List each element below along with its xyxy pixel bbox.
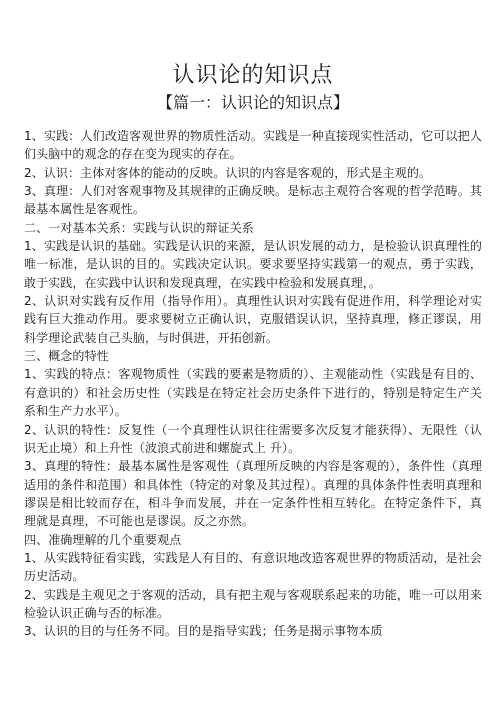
paragraph: 1、实践：人们改造客观世界的物质性活动。实践是一种直接现实性活动，它可以把人们头脑中的观念的存在变为现实的存在。 (24, 129, 482, 162)
document-subtitle: 【篇一：认识论的知识点】 (156, 93, 349, 112)
section-heading: 二、一对基本关系：实践与认识的辩证关系 (24, 220, 254, 235)
paragraph: 1、实践是认识的基础。实践是认识的来源，是认识发展的动力，是检验认识真理性的唯一标准，是认识的目的。实践决定认识。要求要坚持实践第一的观点，勇于实践，敢于实践，在实践中认识和发现真理，在实践中检验和发展真理，。 (24, 239, 482, 290)
paragraph: 2、认识的特性：反复性（一个真理性认识往往需要多次反复才能获得）、无限性（认识无止境）和上升性（波浪式前进和螺旋式上 升）。 (24, 422, 482, 455)
paragraph: 1、从实践特征看实践，实践是人有目的、有意识地改造客观世界的物质活动，是社会历史活动。 (24, 550, 482, 584)
section-heading: 三、概念的特性 (24, 349, 109, 364)
paragraph: 3、认识的目的与任务不同。目的是指导实践；任务是揭示事物本质 (24, 624, 383, 639)
paragraph: 1、实践的特点：客观物质性（实践的要素是物质的）、主观能动性（实践是有目的、有意识的）和社会历史性（实践是在特定社会历史条件下进行的，特别是特定生产关系和生产力水平）。 (24, 367, 482, 419)
paragraph: 3、真理：人们对客观事物及其规律的正确反映。是标志主观符合客观的哲学范畴。其最基本属性是客观性。 (24, 184, 482, 217)
section-heading: 四、准确理解的几个重要观点 (24, 532, 182, 547)
paragraph: 3、真理的特性：最基本属性是客观性（真理所反映的内容是客观的），条件性（真理适用的条件和范围）和具体性（特定的对象及其过程）。真理的具体条件性表明真理和谬误是相比较而存在，相斗争而发展，并在一定条件性相互转化。在特定条件下，真理就是真理，不可能也是谬误。反之亦然。 (24, 459, 482, 529)
paragraph: 2、认识：主体对客体的能动的反映。认识的内容是客观的，形式是主观的。 (24, 165, 432, 180)
paragraph: 2、实践是主观见之于客观的活动，具有把主观与客观联系起来的功能，唯一可以用来检验认识正确与否的标准。 (24, 587, 482, 620)
document-title: 认识论的知识点 (172, 63, 334, 88)
paragraph: 2、认识对实践有反作用（指导作用）。真理性认识对实践有促进作用，科学理论对实践有巨大推动作用。要求要树立正确认识，克服错误认识，坚持真理，修正谬误，用科学理论武装自己头脑，与时俱进，开拓创新。 (24, 294, 482, 345)
document-body (24, 127, 482, 641)
